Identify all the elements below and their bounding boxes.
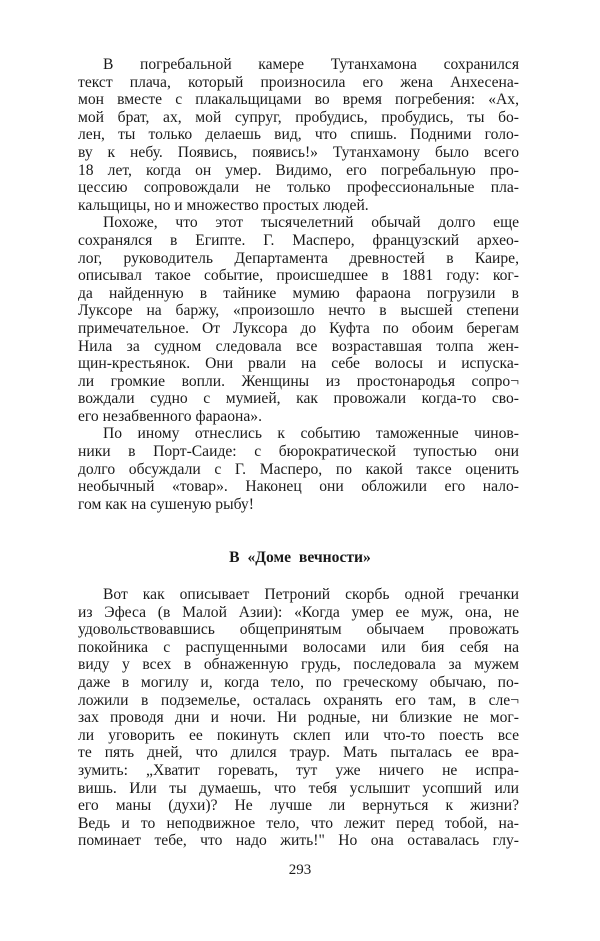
text-line: описывал такое событие, происшедшее в 1881 году: ког- [78,267,519,285]
text-line: Нила за судном следовала все возраставшая толпа жен- [78,337,519,355]
text-line: мон вместе с плакальщицами во время погребения: «Ах, [78,91,519,109]
text-line: ву к небу. Появись, появись!» Тутанхамону было всего [78,143,519,161]
text-line: текст плача, который произносила его жена Анхесена- [78,73,519,91]
text-line: даже в могилу и, когда тело, по греческому обычаю, по- [78,673,519,691]
page-number: 293 [288,862,312,878]
text-line: зумить: „Хватит горевать, тут уже ничего не испра- [78,761,519,779]
text-line: Ведь и то неподвижное тело, что лежит перед тобой, на- [78,814,519,832]
paragraph [78,214,519,425]
text-line: Луксоре на баржу, «произошло нечто в высшей степени [78,302,519,320]
text-line: долго обсуждали с Г. Масперо, по какой таксе оценить [78,460,519,478]
text-line: ники в Порт-Саиде: с бюрократической тупостью они [78,443,519,461]
text-line: вишь. Или ты думаешь, что тебя услышит усопший или [78,779,519,797]
text-line: мой брат, ах, мой супруг, пробудись, пробудись, ты бо- [78,108,519,126]
text-line: ли громкие вопли. Женщины из простонародья сопро¬ [78,372,519,390]
text-line: 18 лет, когда он умер. Видимо, его погребальную про- [78,161,519,179]
text-line: его незабвенного фараона». [78,407,262,425]
text-section-2 [78,586,519,850]
text-line: вождали судно с мумией, как провожали когда-то сво- [78,390,519,408]
text-line: удовольствовавшись общепринятым обычаем провожать [78,621,519,639]
text-line: из Эфеса (в Малой Азии): «Когда умер ее муж, она, не [78,603,519,621]
text-section-1 [78,56,519,513]
text-line: щин-крестьянок. Они рвали на себе волосы и испуска- [78,355,519,373]
section-heading: В «Доме вечности» [229,549,371,566]
text-line: Вот как описывает Петроний скорбь одной гречанки [103,586,519,603]
text-line: поминает тебе, что надо жить!" Но она оставалась глу- [78,832,519,850]
paragraph [78,586,519,850]
text-line: покойника с распущенными волосами или бия себя на [78,638,519,656]
text-line: лен, ты только делаешь вид, что спишь. Подними голо- [78,126,519,144]
text-line: необычный «товар». Наконец они обложили его нало- [78,478,519,496]
text-line: лог, руководитель Департамента древностей в Каире, [78,249,519,267]
text-line: По иному отнеслись к событию таможенные чинов- [103,425,519,443]
text-line: сохранялся в Египте. Г. Масперо, французский архео- [78,231,519,249]
text-line: его маны (духи)? Не лучше ли вернуться к жизни? [78,797,519,815]
paragraph [78,425,519,513]
text-line: цессию сопровождали не только профессиональные пла- [78,179,519,197]
text-line: гом как на сушеную рыбу! [78,495,254,513]
text-line: кальщицы, но и множество простых людей. [78,196,369,214]
text-line: Похоже, что этот тысячелетний обычай долго еще [103,214,519,232]
text-line: виду у всех в обнаженную грудь, последовала за мужем [78,656,519,674]
text-line: ложили в подземелье, осталась охранять его там, в сле¬ [78,691,519,709]
text-line: В погребальной камере Тутанхамона сохранился [103,56,519,73]
text-line: да найденную в тайнике мумию фараона погрузили в [78,284,519,302]
text-line: зах проводя дни и ночи. Ни родные, ни близкие не мог- [78,709,519,727]
text-line: те пять дней, что длился траур. Мать пыталась ее вра- [78,744,519,762]
text-line: ли уговорить ее покинуть склеп или что-то поесть все [78,726,519,744]
text-line: примечательное. От Луксора до Куфта по обоим берегам [78,319,519,337]
paragraph [78,56,519,214]
